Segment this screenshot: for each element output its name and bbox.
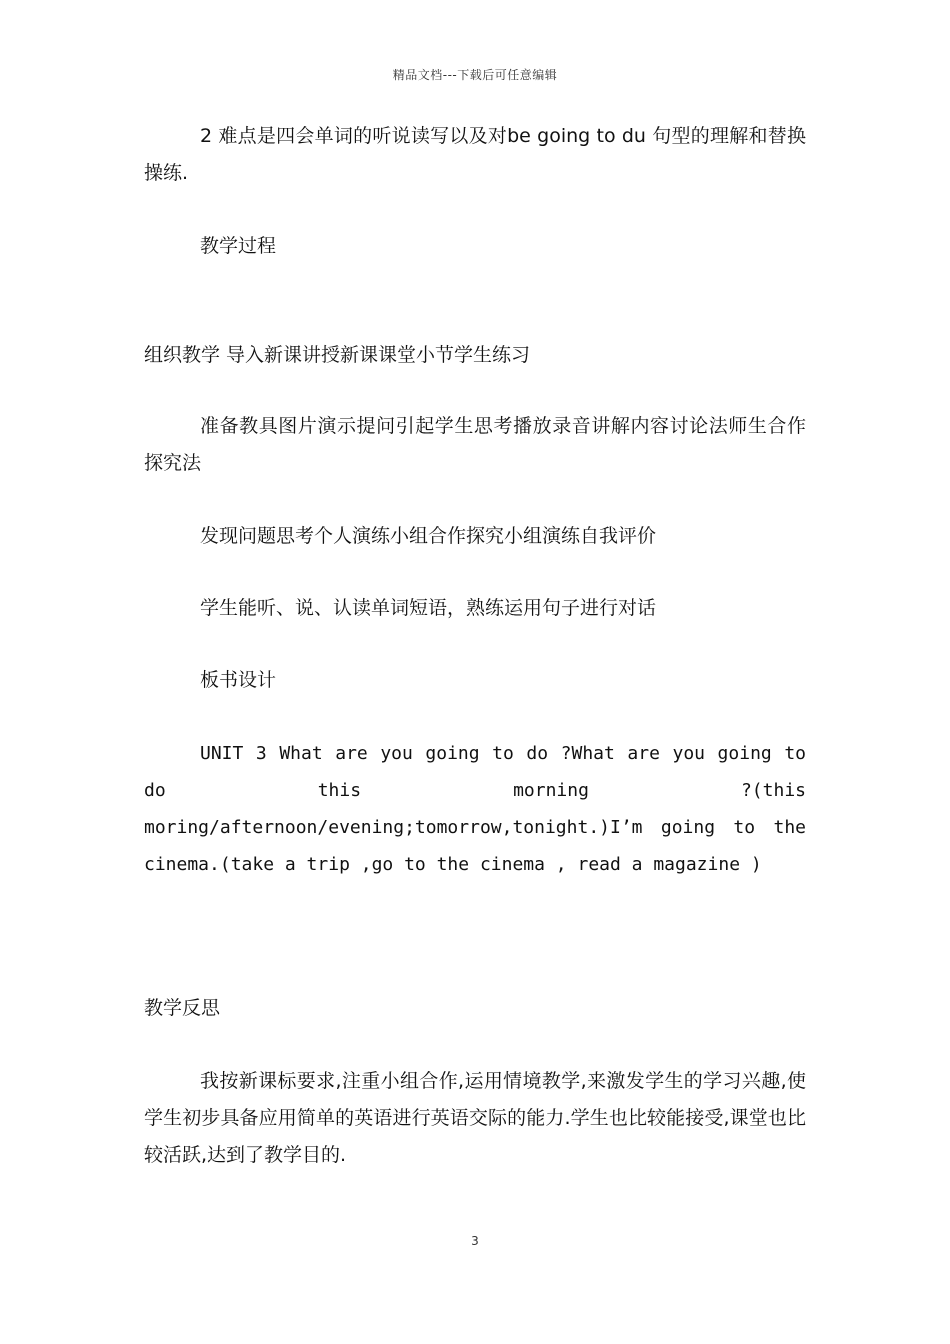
paragraph-objectives: 学生能听、说、认读单词短语，熟练运用句子进行对话 — [200, 597, 657, 619]
paragraph-student-activities: 发现问题思考个人演练小组合作探究小组演练自我评价 — [200, 525, 657, 547]
paragraph-difficulty: 2 难点是四会单词的听说读写以及对be going to du 句型的理解和替换操练. — [144, 125, 806, 184]
heading-board-design: 板书设计 — [200, 669, 277, 691]
paragraph-teacher-activities: 准备教具图片演示提问引起学生思考播放录音讲解内容讨论法师生合作探究法 — [144, 415, 806, 474]
paragraph-process-steps: 组织教学 导入新课讲授新课课堂小节学生练习 — [144, 344, 531, 366]
page-number: 3 — [471, 1234, 479, 1248]
heading-teaching-process: 教学过程 — [200, 235, 277, 257]
page-header: 精品文档---下载后可任意编辑 — [392, 68, 558, 82]
heading-reflection: 教学反思 — [144, 997, 221, 1019]
paragraph-reflection: 我按新课标要求,注重小组合作,运用情境教学,来激发学生的学习兴趣,使学生初步具备应用简单的英语进行英语交际的能力.学生也比较能接受,课堂也比较活跃,达到了教学目的. — [144, 1070, 806, 1166]
paragraph-board-content: UNIT 3 What are you going to do ?What are you going to do this morning ?(this moring/afternoon/evening;tomorrow,tonight.)I’m going to the cinema.(take a trip ,go to the cinema , read a magazine ) — [144, 743, 806, 875]
